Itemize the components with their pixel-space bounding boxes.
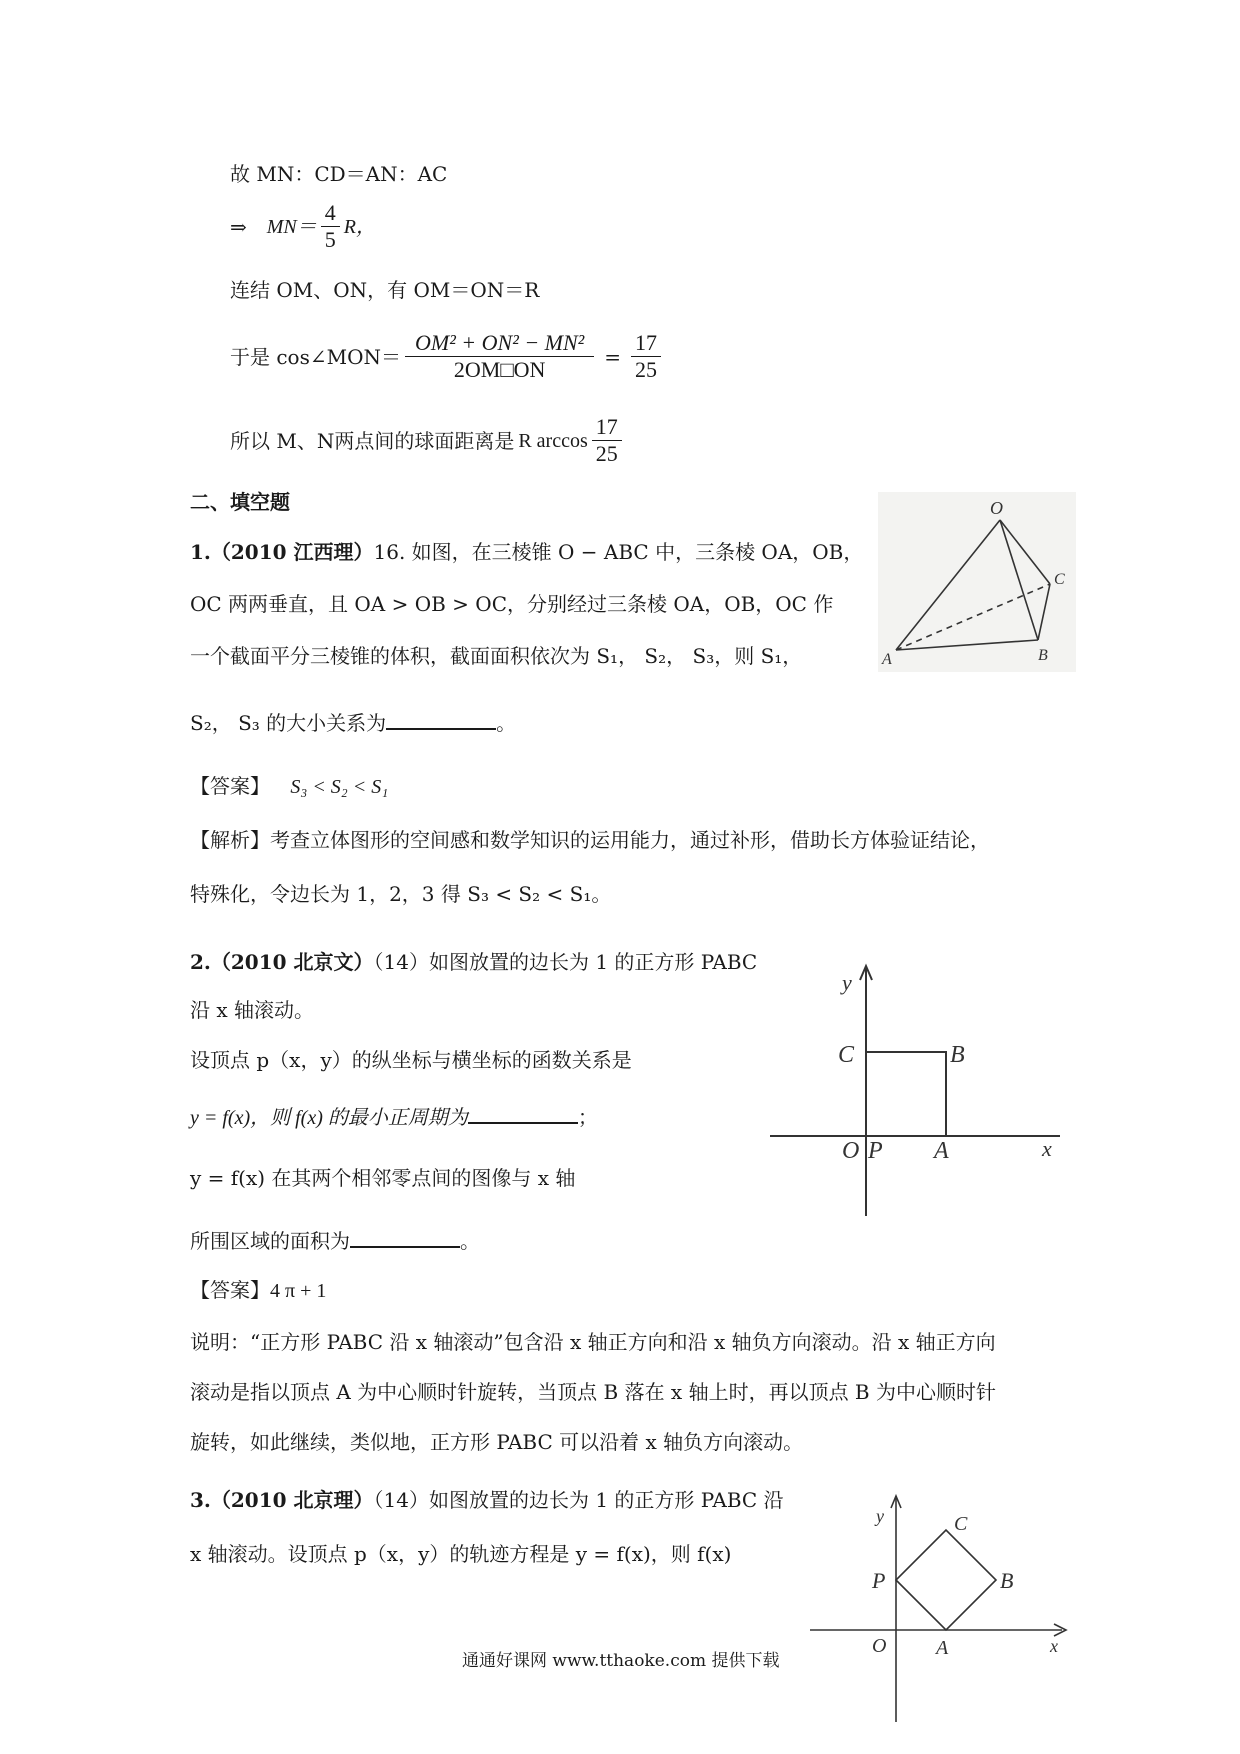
- cosine-numerator: OM² + ON² − MN²: [405, 330, 594, 357]
- square-axes-figure: [770, 960, 1070, 1220]
- q3-text-1: （14）如图放置的边长为 1 的正方形 PABC 沿: [373, 1488, 784, 1512]
- fraction-4-5: [321, 200, 340, 253]
- q2-text-4-end: ；: [577, 1105, 598, 1129]
- label-x: x: [1050, 1636, 1058, 1656]
- mn-lhs: MN＝: [266, 215, 317, 238]
- solution-line-4: [230, 330, 665, 383]
- q3-label: 3.（2010 北京理）: [190, 1488, 374, 1512]
- q2-line-2: 沿 x 轴滚动。: [190, 998, 314, 1022]
- q1-answer-label: 【答案】: [190, 774, 270, 798]
- pyramid-figure: [878, 492, 1076, 672]
- q2-text-4: y = f(x)，则 f(x) 的最小正周期为: [190, 1107, 468, 1129]
- q1-answer: S₃ < S₂ < S₁: [290, 776, 389, 798]
- result-denominator: 25: [635, 357, 658, 382]
- edge-ob: [1000, 520, 1038, 640]
- equals-sign: =: [604, 344, 622, 369]
- fraction-denominator: 5: [324, 227, 336, 252]
- q1-analysis-line-1: [190, 826, 990, 854]
- label-c: C: [838, 1042, 855, 1068]
- q2-note-3: 旋转，如此继续，类似地，正方形 PABC 可以沿着 x 轴负方向滚动。: [190, 1430, 804, 1454]
- q1-text-1: 16. 如图，在三棱锥 O − ABC 中，三条棱 OA，OB，: [373, 540, 864, 564]
- q1-analysis-1: 考查立体图形的空间感和数学知识的运用能力，通过补形，借助长方体验证结论，: [270, 828, 990, 852]
- cosine-denominator: 2OM□ON: [453, 357, 546, 382]
- q1-analysis-line-2: 特殊化，令边长为 1，2，3 得 S₃ < S₂ < S₁。: [190, 882, 612, 906]
- q1-text-4: S₂， S₃ 的大小关系为: [190, 711, 387, 735]
- result-numerator: 17: [631, 330, 661, 357]
- q2-area-blank: [350, 1224, 460, 1248]
- solution-line-2: [230, 200, 376, 253]
- q2-answer: 4 π + 1: [270, 1280, 327, 1302]
- q1-line-4: [190, 706, 516, 737]
- page-footer: 通通好课网 www.tthaoke.com 提供下载: [462, 1651, 780, 1671]
- solution-line-5: [230, 414, 626, 467]
- q1-text-4-end: 。: [496, 711, 517, 735]
- square-edges: [866, 1052, 946, 1136]
- q2-note-1: 说明：“正方形 PABC 沿 x 轴滚动”包含沿 x 轴正方向和沿 x 轴负方向滚动。沿 x 轴正方向: [190, 1330, 996, 1354]
- q3-line-1: [190, 1486, 784, 1514]
- label-p: P: [872, 1568, 886, 1593]
- result-fraction: [631, 330, 661, 383]
- rotated-square-edges: [896, 1530, 996, 1630]
- q2-text-1: （14）如图放置的边长为 1 的正方形 PABC: [373, 950, 758, 974]
- label-b: B: [1038, 647, 1048, 664]
- q2-line-3: 设顶点 p（x，y）的纵坐标与横坐标的函数关系是: [190, 1048, 632, 1072]
- q1-answer-blank: [386, 706, 496, 730]
- q1-answer-line: [190, 772, 388, 801]
- q2-line-6: [190, 1224, 480, 1255]
- mn-tail: R，: [343, 215, 376, 238]
- q2-line-4: [190, 1100, 598, 1132]
- label-a: A: [882, 651, 892, 668]
- implies-symbol: ⇒: [230, 214, 247, 239]
- q1-analysis-label: 【解析】: [190, 828, 270, 852]
- solution-line-3: 连结 OM、ON，有 OM＝ON＝R: [230, 278, 540, 302]
- q2-answer-label: 【答案】: [190, 1278, 270, 1302]
- label-c: C: [1054, 571, 1065, 588]
- solution-line-1: 故 MN：CD＝AN：AC: [230, 162, 448, 186]
- edge-oc: [1000, 520, 1050, 584]
- q1-line-1: [190, 538, 863, 566]
- label-o: O: [990, 498, 1003, 518]
- pyramid-diagram: [878, 492, 1076, 672]
- edge-oa: [896, 520, 1000, 650]
- label-a: A: [934, 1138, 949, 1164]
- label-c: C: [954, 1513, 968, 1535]
- q1-label: 1.（2010 江西理）: [190, 540, 374, 564]
- q2-label: 2.（2010 北京文）: [190, 950, 374, 974]
- arccos-expr: R arccos: [518, 429, 588, 452]
- arccos-numerator: 17: [592, 414, 622, 441]
- q2-note-2: 滚动是指以顶点 A 为中心顺时针旋转，当顶点 B 落在 x 轴上时，再以顶点 B 为中心顺时针: [190, 1380, 996, 1404]
- q2-answer-line: [190, 1276, 326, 1305]
- q3-line-2: x 轴滚动。设顶点 p（x，y）的轨迹方程是 y = f(x)，则 f(x): [190, 1542, 732, 1566]
- q2-line-5: y = f(x) 在其两个相邻零点间的图像与 x 轴: [190, 1166, 576, 1190]
- q2-period-blank: [468, 1100, 578, 1124]
- fraction-numerator: 4: [321, 200, 340, 227]
- cos-prefix: 于是 cos∠MON＝: [230, 344, 401, 369]
- q2-text-6: 所围区域的面积为: [190, 1229, 350, 1253]
- label-y: y: [876, 1506, 884, 1526]
- rotated-square-figure: [810, 1490, 1072, 1726]
- label-y: y: [842, 970, 852, 995]
- label-a: A: [936, 1637, 949, 1659]
- square-axes-diagram: [770, 960, 1070, 1220]
- label-p: P: [868, 1138, 883, 1164]
- label-b: B: [950, 1042, 965, 1068]
- q2-text-6-end: 。: [460, 1229, 480, 1253]
- label-o: O: [842, 1138, 860, 1164]
- distance-prefix: 所以 M、N两点间的球面距离是: [230, 428, 515, 453]
- arccos-fraction: [592, 414, 622, 467]
- q1-line-2: OC 两两垂直，且 OA > OB > OC，分别经过三条棱 OA，OB，OC 作: [190, 592, 834, 616]
- label-o: O: [872, 1635, 887, 1657]
- label-x: x: [1042, 1136, 1052, 1161]
- section-heading: 二、填空题: [190, 490, 290, 514]
- arccos-denominator: 25: [595, 441, 618, 466]
- rotated-square-diagram: [810, 1490, 1072, 1726]
- label-b: B: [1000, 1568, 1014, 1593]
- edge-bc: [1038, 584, 1050, 640]
- q1-line-3: 一个截面平分三棱锥的体积，截面面积依次为 S₁， S₂， S₃，则 S₁，: [190, 644, 803, 668]
- q2-line-1: [190, 948, 757, 976]
- cosine-fraction: [405, 330, 594, 383]
